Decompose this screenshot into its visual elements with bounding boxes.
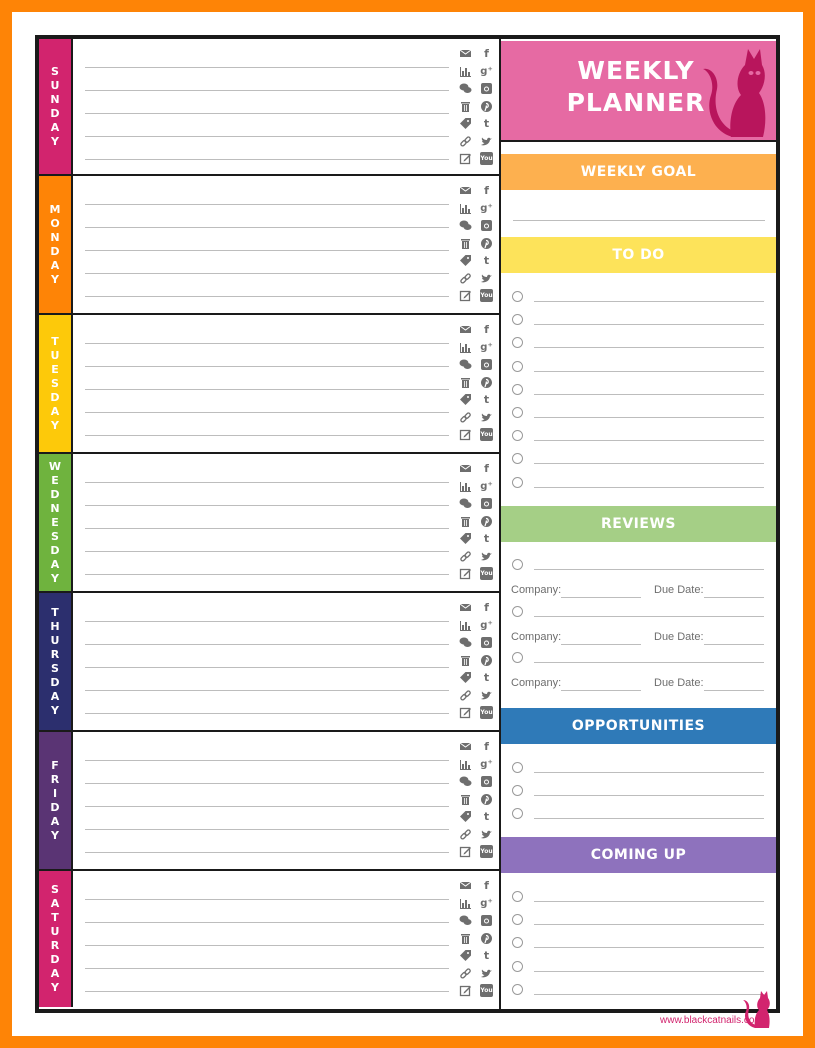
google-plus-icon: g⁺ [480,65,493,77]
coming-up-line[interactable] [534,947,764,948]
writing-line[interactable] [85,784,449,807]
link-icon [459,411,472,424]
company-label: Company: [511,584,562,596]
edit-icon [459,845,472,858]
instagram-icon [480,82,493,95]
todo-checkbox[interactable] [512,477,523,488]
trash-icon [459,237,472,250]
writing-line[interactable] [85,599,449,622]
social-icons [459,460,493,583]
youtube-icon: You [480,289,493,302]
chat-icon [459,636,472,649]
link-icon [459,550,472,563]
twitter-icon [480,828,493,841]
cat-icon [701,43,771,138]
day-block-thursday [39,593,499,732]
due-date-label: Due Date: [654,630,704,643]
envelope-icon [459,323,472,336]
bar-chart-icon [459,65,472,78]
trash-icon [459,932,472,945]
facebook-icon: f [484,323,489,337]
opportunity-line[interactable] [534,795,764,796]
day-tab [39,454,73,591]
todo-line[interactable] [534,487,764,488]
twitter-icon [480,689,493,702]
opportunity-line[interactable] [534,772,764,773]
bar-chart-icon [459,619,472,632]
review-line[interactable] [534,616,764,617]
due-date-field[interactable] [704,644,764,645]
day-label: SATURDAY [48,883,62,995]
instagram-icon [480,358,493,371]
opportunity-checkbox[interactable] [512,808,523,819]
review-line[interactable] [534,662,764,663]
writing-line[interactable] [85,321,449,344]
tumblr-icon: t [483,949,490,963]
todo-checkbox[interactable] [512,384,523,395]
youtube-icon: You [480,706,493,719]
instagram-icon [480,497,493,510]
tumblr-icon: t [483,117,490,131]
writing-line[interactable] [85,622,449,645]
trash-icon [459,376,472,389]
social-icons [459,45,493,168]
coming-up-checkbox[interactable] [512,914,523,925]
writing-line[interactable] [85,923,449,946]
chat-icon [459,497,472,510]
coming-up-checkbox[interactable] [512,937,523,948]
social-icons [459,321,493,444]
coming-up-line[interactable] [534,994,764,995]
writing-line[interactable] [85,483,449,506]
writing-line[interactable] [85,645,449,668]
todo-header: TO DO [501,237,776,273]
twitter-icon [480,550,493,563]
writing-line[interactable] [85,45,449,68]
day-lines [85,877,449,992]
instagram-icon [480,219,493,232]
google-plus-icon: g⁺ [480,202,493,214]
day-tab [39,176,73,313]
due-date-label: Due Date: [654,584,704,596]
writing-line[interactable] [85,529,449,552]
writing-line[interactable] [85,251,449,274]
link-icon [459,689,472,702]
weekly-goal-header: WEEKLY GOAL [501,154,776,190]
pinterest-icon [480,100,493,113]
day-lines [85,738,449,853]
footer-url[interactable]: www.blackcatnails.com [660,1015,763,1026]
envelope-icon [459,879,472,892]
instagram-icon [480,636,493,649]
day-block-sunday [39,39,499,176]
edit-icon [459,289,472,302]
twitter-icon [480,135,493,148]
edit-icon [459,567,472,580]
opportunity-line[interactable] [534,818,764,819]
trash-icon [459,515,472,528]
pinterest-icon [480,376,493,389]
facebook-icon: f [484,184,489,198]
pinterest-icon [480,654,493,667]
google-plus-icon: g⁺ [480,480,493,492]
coming-up-header: COMING UP [501,837,776,873]
youtube-icon: You [480,428,493,441]
coming-up-line[interactable] [534,901,764,902]
todo-checkbox[interactable] [512,430,523,441]
todo-line[interactable] [534,347,764,348]
link-icon [459,135,472,148]
due-date-field[interactable] [704,597,764,598]
day-tab [39,871,73,1007]
todo-line[interactable] [534,463,764,464]
youtube-icon: You [480,845,493,858]
social-icons [459,599,493,722]
coming-up-checkbox[interactable] [512,961,523,972]
youtube-icon: You [480,984,493,997]
day-block-tuesday [39,315,499,454]
writing-line[interactable] [85,228,449,251]
todo-checkbox[interactable] [512,291,523,302]
day-tab [39,39,73,174]
google-plus-icon: g⁺ [480,341,493,353]
writing-line[interactable] [85,91,449,114]
google-plus-icon: g⁺ [480,619,493,631]
facebook-icon: f [484,601,489,615]
company-field[interactable] [561,690,641,691]
todo-line[interactable] [534,417,764,418]
todo-line[interactable] [534,440,764,441]
chat-icon [459,82,472,95]
day-label: SUNDAY [48,64,62,149]
day-lines [85,599,449,714]
bar-chart-icon [459,202,472,215]
days-column [39,39,501,1009]
envelope-icon [459,47,472,60]
envelope-icon [459,601,472,614]
chat-icon [459,358,472,371]
writing-line[interactable] [85,506,449,529]
chat-icon [459,775,472,788]
writing-line[interactable] [85,114,449,137]
writing-line[interactable] [85,761,449,784]
envelope-icon [459,740,472,753]
social-icons [459,738,493,861]
social-icons [459,877,493,1000]
bar-chart-icon [459,480,472,493]
coming-up-line[interactable] [534,971,764,972]
edit-icon [459,152,472,165]
facebook-icon: f [484,47,489,61]
pinterest-icon [480,932,493,945]
writing-line[interactable] [85,182,449,205]
tumblr-icon: t [483,532,490,546]
social-icons [459,182,493,305]
writing-line[interactable] [85,68,449,91]
twitter-icon [480,272,493,285]
writing-line[interactable] [85,413,449,436]
day-label: FRIDAY [48,758,62,843]
envelope-icon [459,462,472,475]
tumblr-icon: t [483,671,490,685]
reviews-header: REVIEWS [501,506,776,542]
day-label: WEDNESDAY [48,459,62,586]
writing-line[interactable] [85,390,449,413]
writing-line[interactable] [85,205,449,228]
tag-icon [459,117,472,130]
writing-line[interactable] [85,807,449,830]
review-line[interactable] [534,569,764,570]
edit-icon [459,706,472,719]
writing-line[interactable] [85,668,449,691]
coming-up-checkbox[interactable] [512,891,523,902]
planner-title [561,55,711,119]
coming-up-line[interactable] [534,924,764,925]
edit-icon [459,984,472,997]
writing-line[interactable] [85,137,449,160]
facebook-icon: f [484,462,489,476]
writing-line[interactable] [85,877,449,900]
writing-line[interactable] [85,691,449,714]
writing-line[interactable] [85,969,449,992]
twitter-icon [480,411,493,424]
title-line-1: WEEKLY [577,56,695,85]
tumblr-icon: t [483,254,490,268]
todo-line[interactable] [534,371,764,372]
writing-line[interactable] [85,738,449,761]
day-lines [85,45,449,160]
tumblr-icon: t [483,393,490,407]
todo-line[interactable] [534,394,764,395]
bar-chart-icon [459,341,472,354]
due-date-field[interactable] [704,690,764,691]
bar-chart-icon [459,897,472,910]
day-tab [39,732,73,869]
tag-icon [459,254,472,267]
google-plus-icon: g⁺ [480,897,493,909]
day-label: THURSDAY [48,605,62,718]
company-label: Company: [511,630,562,643]
tag-icon [459,671,472,684]
link-icon [459,828,472,841]
title-banner [501,41,776,142]
day-block-wednesday [39,454,499,593]
facebook-icon: f [484,740,489,754]
opportunity-checkbox[interactable] [512,785,523,796]
todo-line[interactable] [534,301,764,302]
weekly-goal-line[interactable] [513,220,765,221]
chat-icon [459,219,472,232]
opportunity-checkbox[interactable] [512,762,523,773]
review-checkbox[interactable] [512,559,523,570]
writing-line[interactable] [85,344,449,367]
company-field[interactable] [561,597,641,598]
opportunities-header: OPPORTUNITIES [501,708,776,744]
day-block-monday [39,176,499,315]
tag-icon [459,949,472,962]
link-icon [459,272,472,285]
day-tab [39,593,73,730]
instagram-icon [480,914,493,927]
instagram-icon [480,775,493,788]
writing-line[interactable] [85,900,449,923]
day-label: MONDAY [48,202,62,287]
planner-sheet [35,35,780,1013]
review-checkbox[interactable] [512,652,523,663]
todo-checkbox[interactable] [512,407,523,418]
company-label: Company: [511,677,562,689]
company-field[interactable] [561,644,641,645]
day-tab [39,315,73,452]
bar-chart-icon [459,758,472,771]
tag-icon [459,532,472,545]
title-line-2: PLANNER [566,88,706,117]
youtube-icon: You [480,567,493,580]
todo-checkbox[interactable] [512,337,523,348]
writing-line[interactable] [85,367,449,390]
tag-icon [459,810,472,823]
day-lines [85,182,449,297]
day-lines [85,321,449,436]
todo-checkbox[interactable] [512,314,523,325]
tumblr-icon: t [483,810,490,824]
pinterest-icon [480,237,493,250]
trash-icon [459,100,472,113]
trash-icon [459,793,472,806]
facebook-icon: f [484,879,489,893]
twitter-icon [480,967,493,980]
todo-checkbox[interactable] [512,453,523,464]
todo-checkbox[interactable] [512,361,523,372]
writing-line[interactable] [85,830,449,853]
google-plus-icon: g⁺ [480,758,493,770]
writing-line[interactable] [85,460,449,483]
tag-icon [459,393,472,406]
todo-line[interactable] [534,324,764,325]
day-label: TUESDAY [48,334,62,433]
day-block-friday [39,732,499,871]
due-date-label: Due Date: [654,677,704,689]
trash-icon [459,654,472,667]
day-block-saturday [39,871,499,1007]
right-column [501,39,776,1009]
coming-up-checkbox[interactable] [512,984,523,995]
writing-line[interactable] [85,274,449,297]
pinterest-icon [480,793,493,806]
pinterest-icon [480,515,493,528]
chat-icon [459,914,472,927]
youtube-icon: You [480,152,493,165]
envelope-icon [459,184,472,197]
writing-line[interactable] [85,946,449,969]
link-icon [459,967,472,980]
day-lines [85,460,449,575]
writing-line[interactable] [85,552,449,575]
edit-icon [459,428,472,441]
review-checkbox[interactable] [512,606,523,617]
